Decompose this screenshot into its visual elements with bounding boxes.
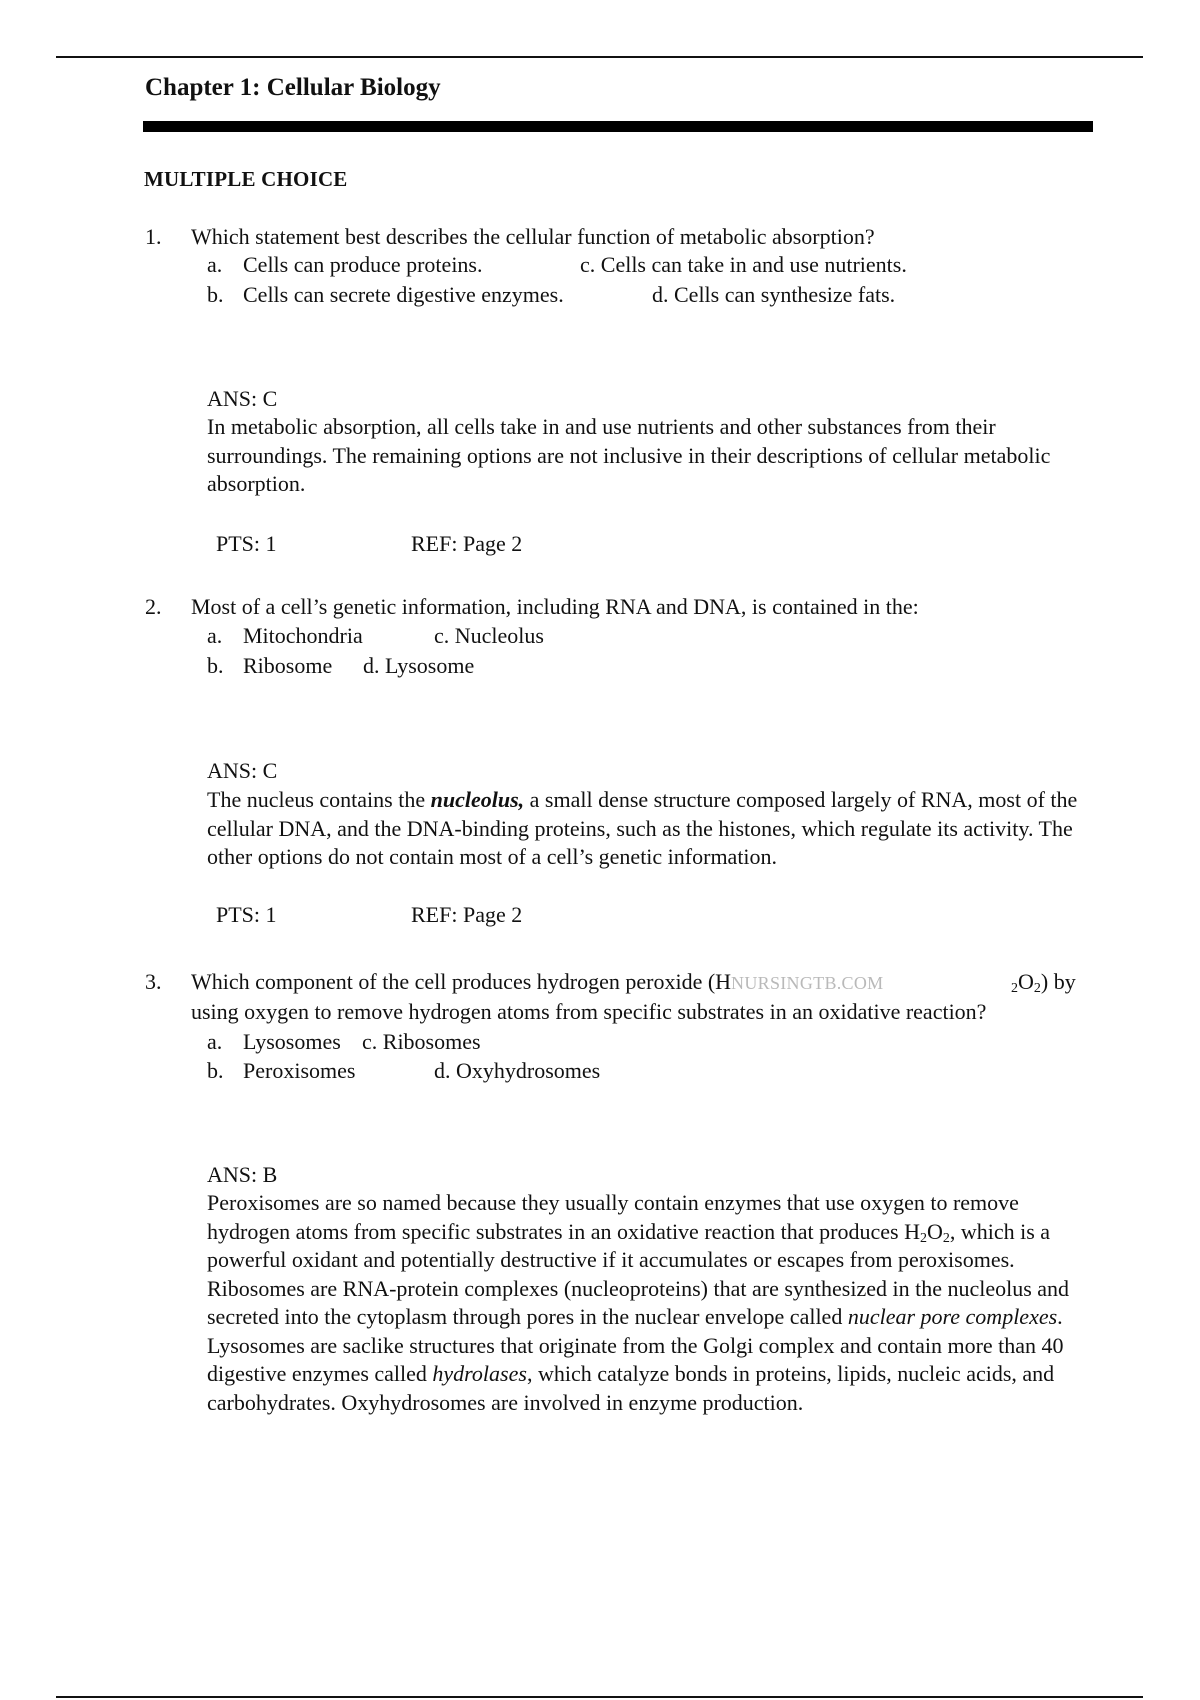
option-b: Ribosome [243,653,333,678]
reference: REF: Page 2 [411,531,523,556]
option-d: d. Lysosome [363,653,475,678]
option-letter-b: b. [207,282,224,307]
option-letter-a: a. [207,252,223,277]
option-c: c. Cells can take in and use nutrients. [580,252,907,277]
question-number: 2. [145,594,162,619]
rationale: Peroxisomes are so named because they usually contain enzymes that use oxygen to remove hydrogen atoms from specific substrates in an oxidative reaction that produces $H_2O_2$, which is a powerful oxidant and potentially destructive if it accumulates or escapes from peroxisomes. Ribosomes are RNA-protein complexes (nucleoproteins) that are synthesized in the nucleolus and secreted into the cytoplasm through pores in the nuclear envelope called nuclear pore complexes. Lysosomes are saclike structures that originate from the Golgi complex and contain more than 40 digestive enzymes called hydrolases, which catalyze bonds in proteins, lipids, nucleic acids, and carbohydrates. Oxyhydrosomes are involved in enzyme production. [207,1190,1070,1415]
title-underline [143,121,1093,132]
option-c: c. Ribosomes [362,1029,481,1054]
italic-term: nuclear pore complexes [847,1304,1058,1329]
answer-key: ANS: C [207,386,278,411]
rationale: In metabolic absorption, all cells take in and use nutrients and other substances from their surroundings. The remaining options are not inclusive in their descriptions of cellular metabolic absorption. [207,414,1051,496]
option-letter-b: b. [207,1058,224,1083]
answer-key: ANS: B [207,1162,278,1187]
option-letter-a: a. [207,623,223,648]
points: PTS: 1 [216,902,277,927]
question-number: 1. [145,224,162,249]
question-stem-formula-end: $_2O_2$) by [1011,969,1076,996]
option-letter-b: b. [207,653,224,678]
section-heading: MULTIPLE CHOICE [144,167,348,191]
points: PTS: 1 [216,531,277,556]
option-a: Cells can produce proteins. [243,252,483,277]
option-a: Mitochondria [243,623,363,648]
italic-term: hydrolases [432,1361,527,1386]
option-d: d. Oxyhydrosomes [434,1058,601,1083]
option-a: Lysosomes [243,1029,341,1054]
question-number: 3. [145,969,162,994]
answer-key: ANS: C [207,758,278,783]
bottom-rule [56,1696,1143,1698]
watermark: NURSINGTB.COM [731,973,884,993]
chapter-title: Chapter 1: Cellular Biology [145,74,441,101]
option-b: Peroxisomes [243,1058,356,1083]
question-stem: Most of a cell’s genetic information, including RNA and DNA, is contained in the: [191,594,919,619]
option-d: d. Cells can synthesize fats. [652,282,896,307]
option-letter-a: a. [207,1029,223,1054]
emphasis-term: nucleolus, [430,787,525,812]
question-stem-line2: using oxygen to remove hydrogen atoms from specific substrates in an oxidative reaction? [191,999,987,1024]
option-c: c. Nucleolus [434,623,544,648]
question-stem: Which statement best describes the cellular function of metabolic absorption? [191,224,875,249]
rationale: The nucleus contains the nucleolus, a small dense structure composed largely of RNA, most of the cellular DNA, and the DNA-binding proteins, such as the histones, which regulate its activity. The other options do not contain most of a cell’s genetic information. [207,787,1078,869]
reference: REF: Page 2 [411,902,523,927]
option-b: Cells can secrete digestive enzymes. [243,282,564,307]
top-rule [56,56,1143,58]
question-stem-line1: Which component of the cell produces hydrogen peroxide (HNURSINGTB.COM [191,969,884,994]
